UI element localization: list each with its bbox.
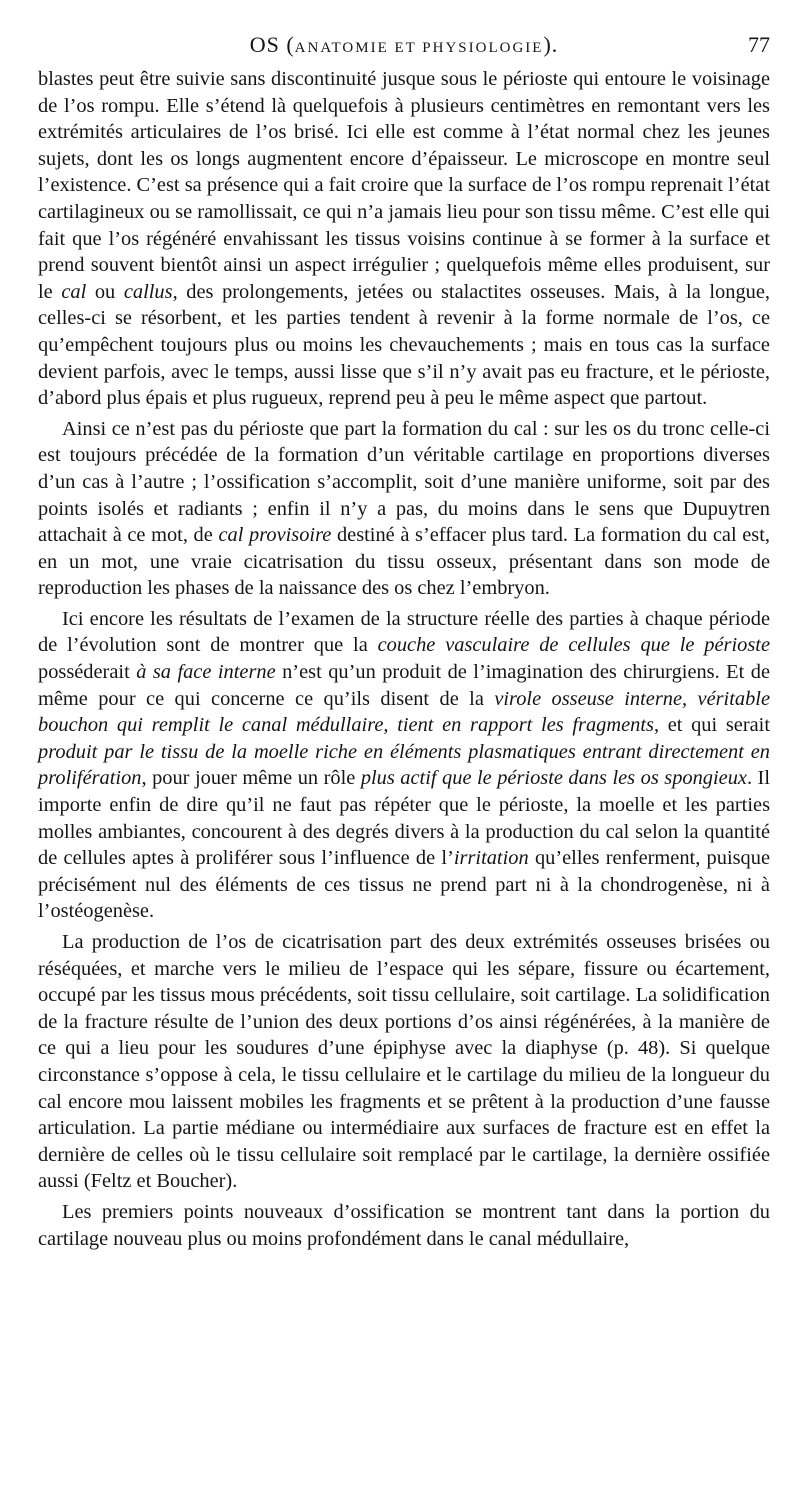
italic-text-run: irritation: [453, 847, 529, 870]
running-title-end: ).: [543, 32, 559, 57]
italic-text-run: produit par le tissu de la moelle riche en éléments plasmatiques entrant directement en prolifération: [38, 740, 770, 790]
running-title-main: OS (: [249, 32, 295, 57]
paragraph: [38, 1199, 770, 1252]
italic-text-run: virole osseuse interne, véritable bouchon qui remplit le canal médullaire, tient en rapport les fragments: [38, 687, 770, 737]
body-text: [38, 66, 770, 1252]
paragraph: [38, 66, 770, 412]
page-number: 77: [748, 32, 770, 57]
text-run: , des prolongements, jetées ou stalactites osseuses. Mais, à la longue, celles-ci se résorbent, et les parties tendent à revenir à la forme normale de l’os, ce qu’empêchent toujours plus ou moins les chevauchements ; mais en tous cas la surface devient parfois, avec le temps, aussi lisse que s’il n’y avait pas eu fracture, et le périoste, d’abord plus épais et plus rugueux, reprend peu à peu le même aspect que partout.: [38, 280, 770, 410]
text-run: , pour jouer même un rôle: [141, 767, 361, 790]
text-run: qu’elles renferment, puisque précisément nul des éléments de ces tissus ne prend part ni à la chondrogenèse, ni à l’ostéogenèse.: [38, 847, 770, 923]
text-run: , et qui serait: [653, 714, 770, 737]
text-run: . Il importe enfin de dire qu’il ne faut pas répéter que le périoste, la moelle et les parties molles ambiantes, concourent à des degrés divers à la production du cal selon la quantité de cellules aptes à proliférer sous l’influence de l’: [38, 767, 771, 870]
running-title: [38, 32, 770, 58]
italic-text-run: cal provisoire: [218, 524, 332, 547]
paragraph: [38, 929, 770, 1195]
text-run: Ici encore les résultats de l’examen de la structure réelle des parties à chaque période de l’évolution sont de montrer que la: [38, 607, 770, 657]
italic-text-run: à sa face interne: [136, 661, 276, 684]
text-run: ou: [86, 280, 124, 303]
italic-text-run: couche vasculaire de cellules que le périoste: [377, 634, 770, 657]
italic-text-run: callus: [123, 280, 173, 303]
paragraph: [38, 606, 770, 925]
running-header: [38, 32, 770, 66]
text-run: destiné à s’effacer plus tard. La formation du cal est, en un mot, une vraie cicatrisation du tissu osseux, présentant dans son mode de reproduction les phases de la naissance des os chez l’embryon.: [38, 524, 770, 600]
text-run: Les premiers points nouveaux d’ossification se montrent tant dans la portion du cartilage nouveau plus ou moins profondément dans le canal médullaire,: [38, 1200, 770, 1250]
italic-text-run: plus actif que le périoste dans les os spongieux: [360, 767, 747, 790]
document-page: [38, 32, 770, 1252]
running-title-smallcaps: ANATOMIE ET PHYSIOLOGIE: [294, 40, 544, 56]
text-run: n’est qu’un produit de l’imagination des chirurgiens. Et de même pour ce qui concerne ce qu’ils disent de la: [38, 661, 771, 710]
text-run: Ainsi ce n’est pas du périoste que part la formation du cal : sur les os du tronc celle-ci est toujours précédée de la formation d’un véritable cartilage en proportions diverses d’un cas à l’autre ; l’ossification s’accomplit, soit d’une manière uniforme, soit par des points isolés et radiants ; enfin il n’y a pas, du moins dans le sens que Dupuytren attachait à ce mot, de: [38, 417, 770, 547]
text-run: La production de l’os de cicatrisation part des deux extrémités osseuses brisées ou réséquées, et marche vers le milieu de l’espace qui les sépare, fissure ou écartement, occupé par les tissus mous précédents, soit tissu cellulaire, soit cartilage. La solidification de la fracture résulte de l’union des deux portions d’os ainsi régénérées, à la manière de ce qui a lieu pour les soudures d’une épiphyse avec la diaphyse (p. 48). Si quelque circonstance s’oppose à cela, le tissu cellulaire et le cartilage du milieu de la longueur du cal encore mou laissent mobiles les fragments et se prêtent à la production d’une fausse articulation. La partie médiane ou intermédiaire aux surfaces de fracture est en effet la dernière de celles où le tissu cellulaire soit remplacé par le cartilage, la dernière ossifiée aussi (Feltz et Boucher).: [38, 931, 770, 1193]
text-run: posséderait: [38, 661, 137, 684]
italic-text-run: cal: [61, 280, 87, 303]
paragraph: [38, 416, 770, 602]
text-run: blastes peut être suivie sans discontinuité jusque sous le périoste qui entoure le voisinage de l’os rompu. Elle s’étend là quelquefois à plusieurs centimètres en remontant vers les extrémités articulaires de l’os brisé. Ici elle est comme à l’état normal chez les jeunes sujets, dont les os longs augmentent encore d’épaisseur. Le microscope en montre seul l’existence. C’est sa présence qui a fait croire que la surface de l’os rompu reprenait l’état cartilagineux ou se ramollissait, ce qui n’a jamais lieu pour son tissu même. C’est elle qui fait que l’os régénéré envahissant les tissus voisins continue à se former à la surface et prend souvent bientôt ainsi un aspect irrégulier ; quelquefois même elles produisent, sur le: [38, 68, 770, 303]
